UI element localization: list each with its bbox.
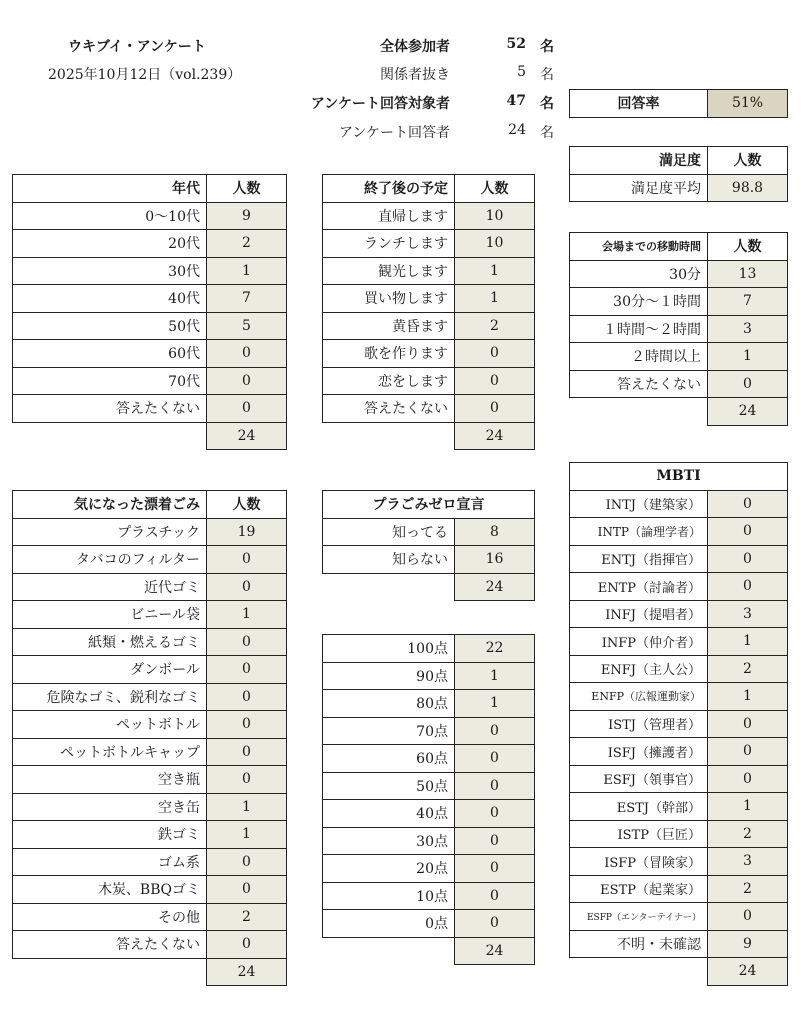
row-value: 19 [207, 518, 287, 546]
total-value: 24 [207, 422, 287, 450]
table-row [323, 635, 535, 663]
row-value: 0 [207, 876, 287, 904]
row-label: 答えたくない [323, 395, 455, 423]
table-row [13, 518, 287, 546]
row-label: 20点 [323, 855, 455, 883]
table-row [323, 395, 535, 423]
row-label: INFJ（提唱者） [570, 600, 708, 628]
row-value: 0 [455, 882, 535, 910]
stat-unit: 名 [540, 125, 554, 141]
table-row [13, 395, 287, 423]
table-row [13, 546, 287, 574]
table-row [323, 772, 535, 800]
row-label: 40点 [323, 800, 455, 828]
row-value: 1 [455, 690, 535, 718]
row-value: 0 [207, 395, 287, 423]
row-label: INTJ（建築家） [570, 490, 708, 518]
table-row [323, 230, 535, 258]
table-row [323, 882, 535, 910]
row-label: ISTJ（管理者） [570, 710, 708, 738]
row-label: プラスチック [13, 518, 207, 546]
row-label: ISFP（冒険家） [570, 848, 708, 876]
row-value: 1 [708, 793, 788, 821]
row-value: 2 [455, 312, 535, 340]
row-value: 5 [207, 312, 287, 340]
table-row [13, 230, 287, 258]
row-value: 0 [708, 738, 788, 766]
age-header: 年代 [13, 175, 207, 203]
row-label: ビニール袋 [13, 601, 207, 629]
row-value: 0 [455, 772, 535, 800]
plans-table [322, 174, 535, 450]
row-value: 7 [708, 288, 788, 316]
satisfaction-label: 満足度平均 [570, 174, 708, 202]
plans-header: 終了後の予定 [323, 175, 455, 203]
row-value: 0 [708, 903, 788, 931]
table-row [13, 848, 287, 876]
table-row [570, 848, 788, 876]
table-row [13, 876, 287, 904]
row-value: 0 [455, 800, 535, 828]
response-rate-value: 51% [708, 90, 788, 118]
row-label: ESFJ（領事官） [570, 765, 708, 793]
survey-date: 2025年10月12日（vol.239） [48, 67, 242, 83]
row-value: 10 [455, 202, 535, 230]
row-label: 知ってる [323, 518, 455, 546]
row-value: 1 [455, 662, 535, 690]
row-label: 50点 [323, 772, 455, 800]
travel-table [569, 232, 788, 426]
row-label: 近代ゴミ [13, 573, 207, 601]
count-header: 人数 [207, 491, 287, 519]
row-value: 0 [207, 931, 287, 959]
stat-unit: 名 [540, 96, 554, 112]
table-row [13, 903, 287, 931]
row-value: 0 [207, 628, 287, 656]
row-label: 30点 [323, 827, 455, 855]
row-label: 答えたくない [13, 395, 207, 423]
table-row [570, 573, 788, 601]
table-row [13, 738, 287, 766]
stat-unit: 名 [540, 39, 554, 55]
table-row [570, 628, 788, 656]
row-value: 1 [708, 628, 788, 656]
row-label: 答えたくない [13, 931, 207, 959]
table-row [570, 518, 788, 546]
row-label: 30代 [13, 257, 207, 285]
total-value: 24 [708, 958, 788, 986]
table-row [13, 931, 287, 959]
table-row [13, 711, 287, 739]
table-row [570, 820, 788, 848]
row-value: 0 [455, 340, 535, 368]
row-label: 30分〜１時間 [570, 288, 708, 316]
row-label: 鉄ゴミ [13, 821, 207, 849]
mbti-table [569, 462, 788, 986]
total-value: 24 [708, 398, 788, 426]
row-label: 20代 [13, 230, 207, 258]
row-value: 1 [207, 821, 287, 849]
row-label: ２時間以上 [570, 343, 708, 371]
row-label: INFP（仲介者） [570, 628, 708, 656]
litter-header: 気になった漂着ごみ [13, 491, 207, 519]
table-row [570, 875, 788, 903]
table-row [570, 683, 788, 711]
row-label: 30分 [570, 260, 708, 288]
table-row [570, 903, 788, 931]
satisfaction-value: 98.8 [708, 174, 788, 202]
row-label: ENTJ（指揮官） [570, 545, 708, 573]
row-label: 黄昏ます [323, 312, 455, 340]
table-row [13, 821, 287, 849]
table-row [570, 765, 788, 793]
row-label: 50代 [13, 312, 207, 340]
table-row [570, 930, 788, 958]
table-row [13, 312, 287, 340]
row-value: 2 [207, 903, 287, 931]
row-value: 0 [207, 573, 287, 601]
total-value: 24 [455, 937, 535, 965]
table-row [323, 745, 535, 773]
table-row [570, 793, 788, 821]
row-label: ESTJ（幹部） [570, 793, 708, 821]
row-label: ペットボトル [13, 711, 207, 739]
row-value: 0 [708, 710, 788, 738]
table-row [323, 546, 535, 574]
row-label: 70代 [13, 367, 207, 395]
row-label: その他 [13, 903, 207, 931]
table-row [570, 288, 788, 316]
row-label: 答えたくない [570, 370, 708, 398]
row-label: INTP（論理学者） [570, 518, 708, 546]
table-row [570, 315, 788, 343]
table-row [570, 600, 788, 628]
table-row [570, 710, 788, 738]
table-row [323, 367, 535, 395]
stat-label: 全体参加者 [380, 39, 450, 55]
row-value: 0 [207, 340, 287, 368]
row-value: 10 [455, 230, 535, 258]
table-row [13, 601, 287, 629]
row-value: 2 [708, 875, 788, 903]
table-row [323, 855, 535, 883]
table-row [570, 260, 788, 288]
row-label: ペットボトルキャップ [13, 738, 207, 766]
table-row [323, 312, 535, 340]
row-value: 3 [708, 848, 788, 876]
row-value: 1 [708, 343, 788, 371]
row-label: 恋をします [323, 367, 455, 395]
total-value: 24 [207, 958, 287, 986]
row-value: 0 [455, 395, 535, 423]
total-value: 24 [455, 573, 535, 601]
count-header: 人数 [708, 233, 788, 261]
row-value: 0 [708, 765, 788, 793]
row-label: 90点 [323, 662, 455, 690]
row-value: 7 [207, 285, 287, 313]
zero-declaration-header: プラごみゼロ宣言 [323, 491, 535, 519]
row-value: 0 [455, 717, 535, 745]
row-value: 0 [708, 490, 788, 518]
row-label: 空き缶 [13, 793, 207, 821]
row-value: 1 [207, 257, 287, 285]
table-row [323, 910, 535, 938]
row-value: 2 [708, 820, 788, 848]
row-label: ISTP（巨匠） [570, 820, 708, 848]
row-value: 0 [207, 656, 287, 684]
row-label: ゴム系 [13, 848, 207, 876]
table-row [323, 827, 535, 855]
table-row [323, 340, 535, 368]
stat-unit: 名 [540, 67, 554, 83]
row-value: 0 [207, 546, 287, 574]
table-row [13, 793, 287, 821]
row-label: 木炭、BBQゴミ [13, 876, 207, 904]
row-label: 100点 [323, 635, 455, 663]
table-row [323, 717, 535, 745]
table-row [570, 655, 788, 683]
row-value: 0 [207, 766, 287, 794]
total-value: 24 [455, 422, 535, 450]
stat-value: 52 [506, 36, 526, 52]
table-row [323, 202, 535, 230]
table-row [323, 518, 535, 546]
table-row [13, 766, 287, 794]
row-label: 10点 [323, 882, 455, 910]
row-value: 3 [708, 315, 788, 343]
row-value: 22 [455, 635, 535, 663]
table-row [13, 683, 287, 711]
row-label: 歌を作ります [323, 340, 455, 368]
stat-value: 24 [508, 122, 526, 138]
row-value: 0 [455, 745, 535, 773]
row-label: １時間〜２時間 [570, 315, 708, 343]
age-table [12, 174, 287, 450]
row-label: ENFJ（主人公） [570, 655, 708, 683]
mbti-header: MBTI [570, 463, 788, 491]
row-value: 13 [708, 260, 788, 288]
row-label: ENTP（討論者） [570, 573, 708, 601]
row-value: 0 [207, 738, 287, 766]
row-label: ダンボール [13, 656, 207, 684]
row-value: 2 [207, 230, 287, 258]
table-row [13, 257, 287, 285]
row-label: ENFP（広報運動家） [570, 683, 708, 711]
row-label: 観光します [323, 257, 455, 285]
row-label: ISFJ（擁護者） [570, 738, 708, 766]
row-value: 9 [708, 930, 788, 958]
row-label: 40代 [13, 285, 207, 313]
row-label: 80点 [323, 690, 455, 718]
row-value: 8 [455, 518, 535, 546]
row-value: 0 [455, 855, 535, 883]
row-value: 0 [455, 910, 535, 938]
satisfaction-table [569, 146, 788, 202]
row-label: 不明・未確認 [570, 930, 708, 958]
row-value: 1 [207, 793, 287, 821]
row-label: 70点 [323, 717, 455, 745]
satisfaction-header: 満足度 [570, 147, 708, 175]
table-row [13, 202, 287, 230]
row-value: 2 [708, 655, 788, 683]
row-value: 0 [708, 545, 788, 573]
row-value: 16 [455, 546, 535, 574]
score-table [322, 634, 535, 965]
travel-header: 会場までの移動時間 [570, 233, 708, 261]
litter-table [12, 490, 287, 986]
row-value: 0 [207, 683, 287, 711]
row-value: 1 [455, 285, 535, 313]
row-label: 危険なゴミ、鋭利なゴミ [13, 683, 207, 711]
survey-title: ウキブイ・アンケート [68, 39, 206, 55]
row-label: 0〜10代 [13, 202, 207, 230]
stat-label: 関係者抜き [380, 67, 450, 83]
row-value: 0 [207, 848, 287, 876]
row-label: ESFP（エンターテイナー） [570, 903, 708, 931]
stat-value: 47 [506, 93, 526, 109]
stat-value: 5 [517, 64, 526, 80]
row-value: 1 [708, 683, 788, 711]
row-label: 60点 [323, 745, 455, 773]
row-label: 紙類・燃えるゴミ [13, 628, 207, 656]
table-row [323, 690, 535, 718]
table-row [570, 343, 788, 371]
row-value: 0 [455, 827, 535, 855]
stat-label: アンケート回答者 [338, 125, 450, 141]
row-value: 3 [708, 600, 788, 628]
row-value: 0 [207, 711, 287, 739]
row-value: 9 [207, 202, 287, 230]
response-rate-table [569, 89, 788, 118]
row-value: 1 [207, 601, 287, 629]
row-value: 0 [455, 367, 535, 395]
stat-label: アンケート回答対象者 [310, 96, 450, 112]
row-label: ランチします [323, 230, 455, 258]
table-row [570, 490, 788, 518]
count-header: 人数 [207, 175, 287, 203]
table-row [323, 257, 535, 285]
row-label: タバコのフィルター [13, 546, 207, 574]
table-row [323, 800, 535, 828]
row-value: 0 [708, 518, 788, 546]
table-row [13, 340, 287, 368]
row-label: 直帰します [323, 202, 455, 230]
count-header: 人数 [455, 175, 535, 203]
table-row [13, 656, 287, 684]
table-row [13, 573, 287, 601]
row-label: 空き瓶 [13, 766, 207, 794]
row-value: 0 [708, 370, 788, 398]
table-row [13, 628, 287, 656]
table-row [570, 370, 788, 398]
row-label: ESTP（起業家） [570, 875, 708, 903]
table-row [323, 662, 535, 690]
response-rate-label: 回答率 [570, 90, 708, 118]
row-label: 0点 [323, 910, 455, 938]
row-value: 1 [455, 257, 535, 285]
table-row [323, 285, 535, 313]
table-row [570, 545, 788, 573]
count-header: 人数 [708, 147, 788, 175]
zero-declaration-table [322, 490, 535, 601]
row-value: 0 [207, 367, 287, 395]
table-row [13, 285, 287, 313]
row-value: 0 [708, 573, 788, 601]
table-row [13, 367, 287, 395]
row-label: 買い物します [323, 285, 455, 313]
table-row [570, 738, 788, 766]
row-label: 知らない [323, 546, 455, 574]
row-label: 60代 [13, 340, 207, 368]
